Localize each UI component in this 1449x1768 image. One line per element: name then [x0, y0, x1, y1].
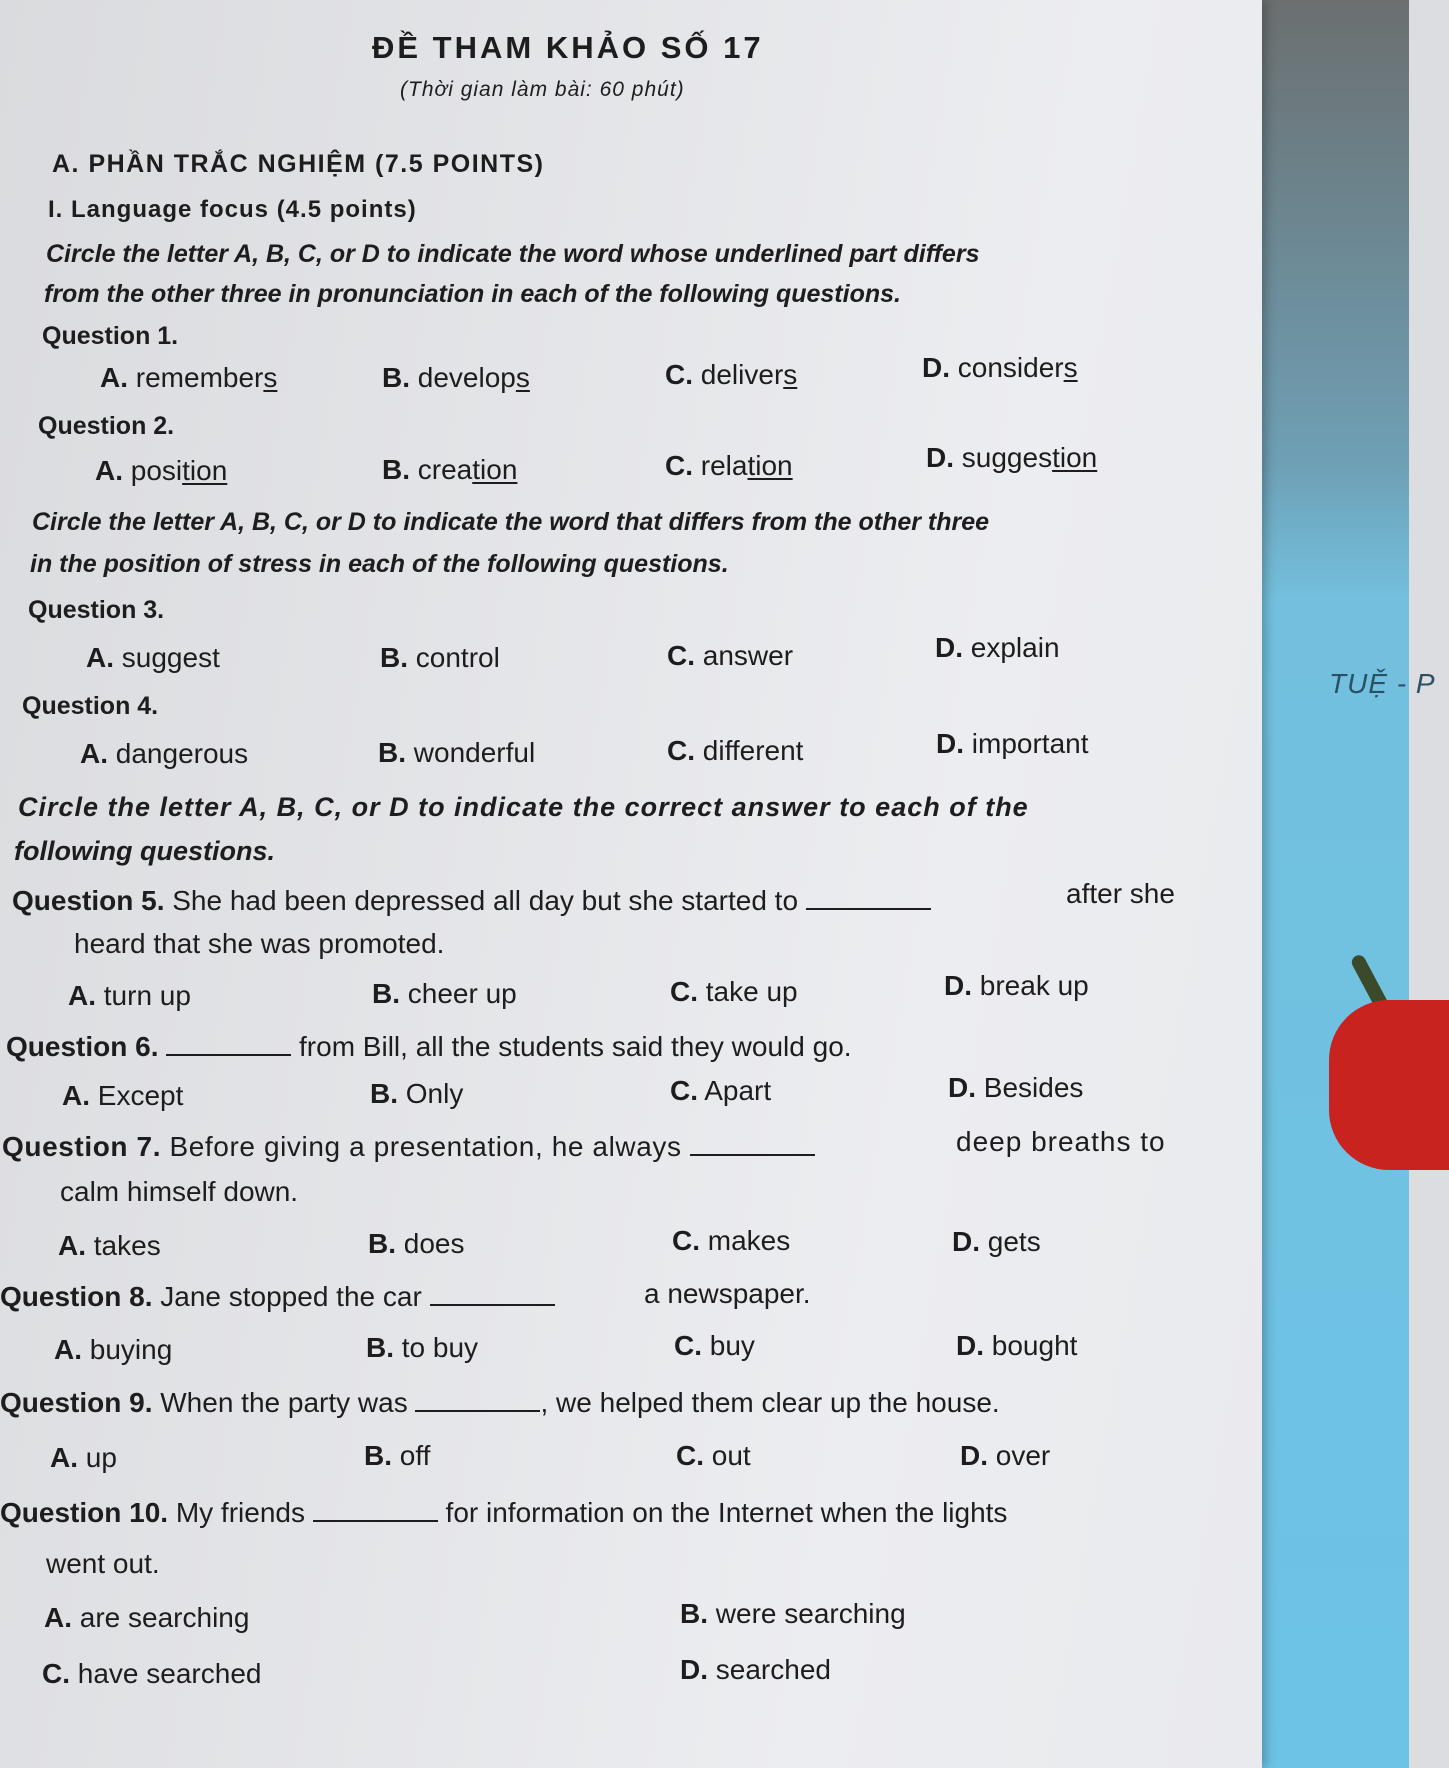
option-key: D. — [680, 1654, 708, 1685]
question-10-stem-line-1 — [0, 1496, 1007, 1529]
instruction-correct-line-1: Circle the letter A, B, C, or D to indicate the correct answer to each of the — [18, 792, 1029, 822]
answer-blank — [415, 1386, 540, 1412]
option-key: A. — [100, 362, 128, 393]
question-6-stem-line-1 — [6, 1030, 852, 1063]
option-key: C. — [665, 359, 693, 390]
question-7-option-c — [672, 1225, 790, 1257]
option-text: takes — [93, 1230, 161, 1261]
instruction-correct-line-2: following questions. — [14, 836, 275, 866]
question-7-option-d — [952, 1226, 1041, 1258]
option-key: C. — [674, 1330, 702, 1361]
underlined-part: s — [515, 362, 530, 393]
option-text: Apart — [704, 1075, 772, 1106]
underlined-part: tion — [747, 450, 793, 481]
question-6-option-a — [62, 1080, 183, 1112]
option-key: B. — [364, 1440, 392, 1471]
option-key: A. — [44, 1602, 72, 1633]
option-text: suggest — [121, 642, 220, 673]
question-7-stem-line-2: calm himself down. — [60, 1176, 299, 1207]
option-text: buy — [709, 1330, 755, 1361]
exam-title: ĐỀ THAM KHẢO SỐ 17 — [372, 30, 764, 65]
option-text: control — [415, 642, 500, 673]
question-1-label: Question 1. — [42, 322, 179, 350]
question-7-label: Question 7. — [2, 1131, 162, 1162]
option-key: C. — [667, 640, 695, 671]
option-text: wonderful — [413, 737, 536, 768]
question-10-stem-continuation: for information on the Internet when the lights — [445, 1497, 1008, 1528]
question-3-option-d — [935, 632, 1060, 664]
question-8-option-d — [956, 1330, 1077, 1362]
question-2-option-d — [926, 442, 1097, 474]
option-key: B. — [366, 1332, 394, 1363]
answer-blank — [690, 1130, 815, 1156]
question-7-option-a — [58, 1230, 161, 1262]
underlined-part: s — [263, 362, 278, 393]
question-5-stem-continuation: after she — [1066, 878, 1175, 909]
option-text: up — [85, 1442, 117, 1473]
question-8-stem-continuation: a newspaper. — [644, 1278, 811, 1309]
question-5-stem-line-2: heard that she was promoted. — [74, 928, 445, 959]
option-key: D. — [956, 1330, 984, 1361]
option-key: A. — [86, 642, 114, 673]
question-6-option-b — [370, 1078, 463, 1110]
option-text: out — [711, 1440, 751, 1471]
option-text: have searched — [77, 1658, 262, 1689]
answer-blank — [166, 1030, 291, 1056]
option-key: B. — [370, 1078, 398, 1109]
option-text: consider — [957, 352, 1064, 383]
question-9-stem-text: When the party was — [160, 1387, 408, 1418]
option-text: posi — [130, 455, 183, 486]
option-text: bought — [991, 1330, 1078, 1361]
option-key: A. — [58, 1230, 86, 1261]
question-9-stem-continuation: , we helped them clear up the house. — [540, 1387, 1000, 1418]
option-text: off — [399, 1440, 431, 1471]
option-key: C. — [42, 1658, 70, 1689]
answer-blank — [430, 1280, 555, 1306]
part-heading: I. Language focus (4.5 points) — [48, 196, 417, 223]
option-key: D. — [952, 1226, 980, 1257]
option-text: take up — [705, 976, 798, 1007]
question-7-stem-text: Before giving a presentation, he always — [169, 1131, 682, 1162]
question-8-option-c — [674, 1330, 755, 1362]
question-10-stem-line-2: went out. — [46, 1548, 160, 1579]
question-8-stem-line-1 — [0, 1280, 555, 1313]
question-1-option-d — [922, 352, 1078, 384]
option-key: D. — [936, 728, 964, 759]
option-text: searched — [715, 1654, 831, 1685]
question-9-option-b — [364, 1440, 430, 1472]
option-text: remember — [135, 362, 264, 393]
question-7-stem-continuation: deep breaths to — [956, 1126, 1166, 1157]
question-9-option-c — [676, 1440, 751, 1472]
option-text: buying — [89, 1334, 173, 1365]
question-2-option-c — [665, 450, 793, 482]
question-1-option-b — [382, 362, 530, 394]
answer-blank — [313, 1496, 438, 1522]
option-text: to buy — [401, 1332, 479, 1363]
question-9-option-d — [960, 1440, 1050, 1472]
option-text: over — [995, 1440, 1051, 1471]
question-8-option-a — [54, 1334, 172, 1366]
option-key: B. — [378, 737, 406, 768]
option-key: B. — [372, 978, 400, 1009]
question-2-option-b — [382, 454, 517, 486]
option-key: A. — [95, 455, 123, 486]
question-4-label: Question 4. — [22, 692, 159, 720]
option-key: D. — [935, 632, 963, 663]
option-key: A. — [62, 1080, 90, 1111]
apple-decoration — [1329, 1000, 1449, 1170]
option-key: A. — [80, 738, 108, 769]
question-2-label: Question 2. — [38, 412, 175, 440]
option-key: D. — [922, 352, 950, 383]
question-4-option-c — [667, 735, 803, 767]
question-5-option-a — [68, 980, 191, 1012]
option-text: cheer up — [407, 978, 517, 1009]
question-3-option-a — [86, 642, 220, 674]
instruction-stress-line-1: Circle the letter A, B, C, or D to indicate the word that differs from the other three — [32, 508, 990, 536]
option-text: important — [971, 728, 1089, 759]
question-7-stem-line-1 — [2, 1130, 815, 1163]
question-10-option-d — [680, 1654, 831, 1686]
underlined-part: tion — [1052, 442, 1098, 473]
option-key: C. — [670, 1075, 698, 1106]
option-text: break up — [979, 970, 1089, 1001]
option-text: answer — [702, 640, 794, 671]
option-text: different — [702, 735, 804, 766]
option-text: Except — [97, 1080, 184, 1111]
question-5-stem-line-1 — [12, 884, 931, 917]
question-3-option-b — [380, 642, 500, 674]
question-10-stem-text: My friends — [175, 1497, 305, 1528]
option-text: crea — [417, 454, 473, 485]
question-7-option-b — [368, 1228, 465, 1260]
option-text: develop — [417, 362, 516, 393]
question-6-stem-text: from Bill, all the students said they would go. — [299, 1031, 852, 1062]
option-text: turn up — [103, 980, 191, 1011]
question-4-option-b — [378, 737, 535, 769]
option-key: B. — [382, 454, 410, 485]
question-5-option-b — [372, 978, 517, 1010]
question-5-stem-text: She had been depressed all day but she started to — [172, 885, 799, 916]
question-2-option-a — [95, 455, 227, 487]
option-text: gets — [987, 1226, 1041, 1257]
question-4-option-d — [936, 728, 1089, 760]
question-3-option-c — [667, 640, 793, 672]
underlined-part: s — [1063, 352, 1078, 383]
section-heading: A. PHẦN TRẮC NGHIỆM (7.5 POINTS) — [52, 150, 545, 178]
option-text: makes — [707, 1225, 791, 1256]
option-key: D. — [944, 970, 972, 1001]
exam-time-note: (Thời gian làm bài: 60 phút) — [400, 78, 685, 101]
option-key: C. — [667, 735, 695, 766]
question-6-option-c — [670, 1075, 771, 1107]
option-key: B. — [380, 642, 408, 673]
instruction-stress-line-2: in the position of stress in each of the following questions. — [30, 550, 729, 578]
option-key: B. — [368, 1228, 396, 1259]
question-1-option-a — [100, 362, 277, 394]
option-text: explain — [970, 632, 1060, 663]
question-6-option-d — [948, 1072, 1083, 1104]
question-3-label: Question 3. — [28, 596, 165, 624]
instruction-pronunciation-line-1: Circle the letter A, B, C, or D to indicate the word whose underlined part differs — [46, 240, 980, 268]
option-key: C. — [665, 450, 693, 481]
question-6-label: Question 6. — [6, 1031, 159, 1062]
question-5-label: Question 5. — [12, 885, 165, 916]
question-5-option-d — [944, 970, 1089, 1002]
underlined-part: tion — [182, 455, 228, 486]
background-cover-text: TUỆ - P — [1329, 668, 1436, 699]
option-key: D. — [948, 1072, 976, 1103]
question-9-label: Question 9. — [0, 1387, 153, 1418]
question-10-option-a — [44, 1602, 249, 1634]
underlined-part: tion — [472, 454, 518, 485]
option-key: D. — [960, 1440, 988, 1471]
option-text: were searching — [715, 1598, 906, 1629]
question-5-option-c — [670, 976, 798, 1008]
option-text: does — [403, 1228, 465, 1259]
question-9-option-a — [50, 1442, 117, 1474]
option-text: deliver — [700, 359, 784, 390]
option-text: dangerous — [115, 738, 249, 769]
option-text: Only — [405, 1078, 464, 1109]
question-4-option-a — [80, 738, 248, 770]
question-8-label: Question 8. — [0, 1281, 153, 1312]
question-1-option-c — [665, 359, 797, 391]
question-9-stem-line-1 — [0, 1386, 1000, 1419]
option-key: B. — [382, 362, 410, 393]
question-10-option-c — [42, 1658, 261, 1690]
option-key: C. — [676, 1440, 704, 1471]
answer-blank — [806, 884, 931, 910]
option-text: Besides — [983, 1072, 1084, 1103]
underlined-part: s — [783, 359, 798, 390]
option-key: D. — [926, 442, 954, 473]
option-key: C. — [670, 976, 698, 1007]
option-key: A. — [68, 980, 96, 1011]
question-10-option-b — [680, 1598, 906, 1630]
option-key: A. — [50, 1442, 78, 1473]
option-key: C. — [672, 1225, 700, 1256]
option-key: A. — [54, 1334, 82, 1365]
option-text: are searching — [79, 1602, 250, 1633]
option-text: sugges — [961, 442, 1053, 473]
question-8-stem-text: Jane stopped the car — [160, 1281, 422, 1312]
question-8-option-b — [366, 1332, 478, 1364]
instruction-pronunciation-line-2: from the other three in pronunciation in each of the following questions. — [44, 280, 901, 308]
option-text: rela — [700, 450, 748, 481]
question-10-label: Question 10. — [0, 1497, 169, 1528]
option-key: B. — [680, 1598, 708, 1629]
